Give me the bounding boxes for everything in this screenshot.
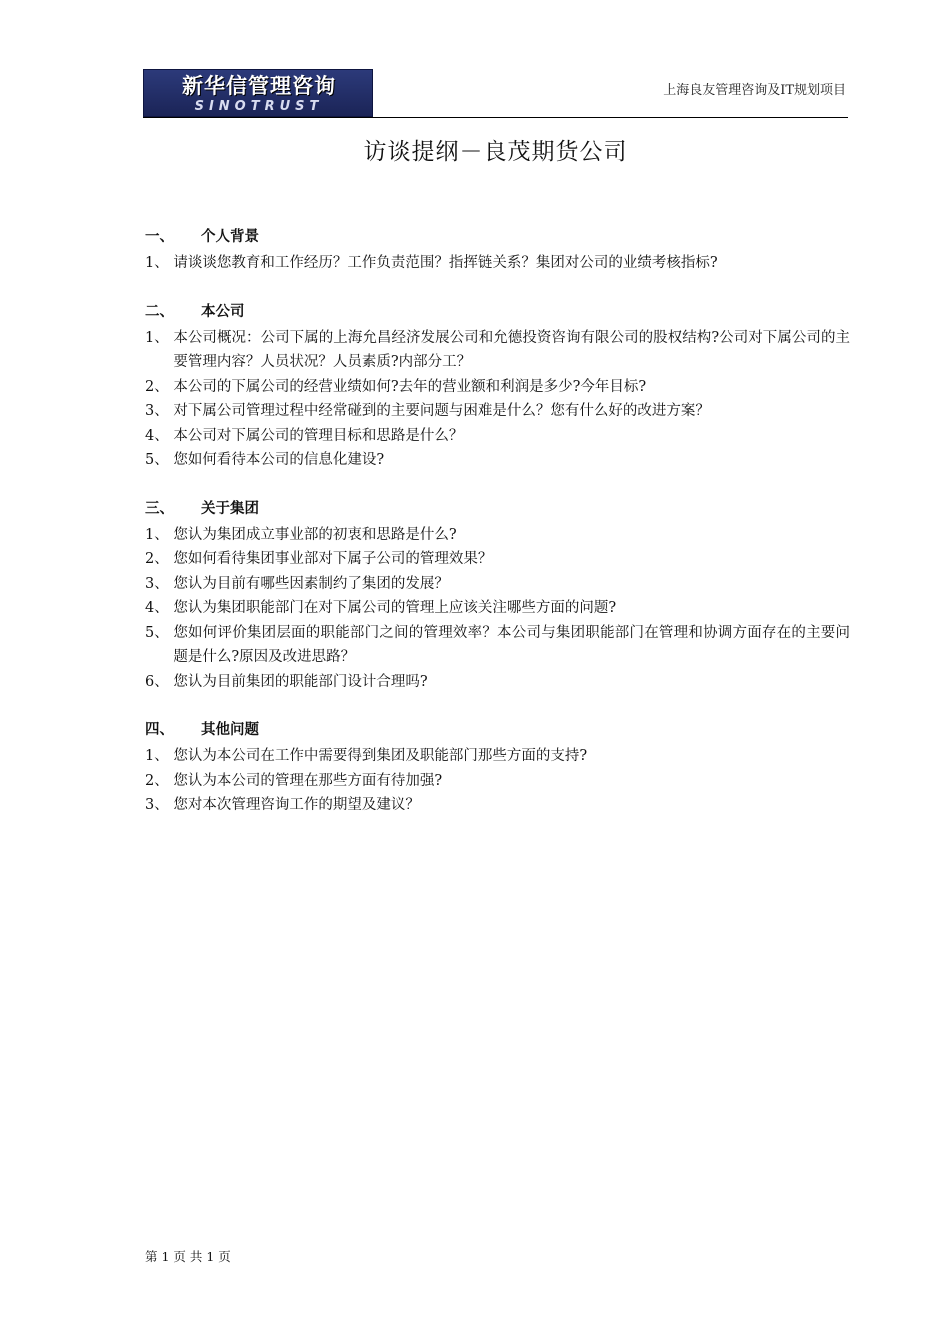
question-item: [145, 326, 850, 375]
section-heading: [145, 499, 850, 520]
section-title: 个人背景: [201, 229, 259, 245]
question-item: [145, 793, 850, 818]
section-personal-background: [145, 227, 850, 276]
question-number: 2、: [145, 378, 174, 395]
question-text: 您认为本公司的管理在那些方面有待加强?: [173, 772, 443, 789]
section-number: 一、: [145, 229, 174, 245]
question-number: 5、: [145, 624, 174, 641]
question-text: 您认为本公司在工作中需要得到集团及职能部门那些方面的支持?: [173, 748, 588, 764]
section-heading: [145, 720, 850, 741]
question-number: 1、: [145, 329, 174, 346]
question-text: 本公司概况：公司下属的上海允昌经济发展公司和允德投资咨询有限公司的股权结构?公司对下属公司的主要管理内容？人员状况？人员素质?内部分工？: [173, 329, 850, 370]
question-item: [145, 375, 850, 400]
section-title: 其他问题: [201, 722, 259, 738]
question-number: 1、: [145, 526, 174, 543]
section-title: 关于集团: [201, 500, 259, 517]
question-item: [145, 670, 850, 695]
question-number: 1、: [145, 748, 174, 764]
question-number: 4、: [145, 600, 174, 616]
question-number: 2、: [145, 772, 174, 789]
section-number: 四、: [145, 722, 174, 738]
question-item: [145, 448, 850, 473]
question-item: [145, 769, 850, 794]
question-text: 本公司的下属公司的经营业绩如何?去年的营业额和利润是多少?今年目标?: [173, 378, 647, 395]
section-number: 三、: [145, 500, 174, 517]
section-heading: [145, 302, 850, 323]
section-other-questions: [145, 720, 850, 818]
question-text: 您认为目前有哪些因素制约了集团的发展？: [173, 575, 449, 592]
question-text: 您如何看待集团事业部对下属子公司的管理效果？: [173, 551, 493, 567]
section-heading: [145, 227, 850, 248]
document-title: 访谈提纲－良茂期货公司: [363, 139, 628, 165]
question-item: [145, 572, 850, 597]
question-number: 4、: [145, 427, 174, 444]
logo-chinese-text: 新华信管理咨询: [182, 74, 336, 98]
question-item: [145, 621, 850, 670]
question-item: [145, 399, 850, 424]
section-title: 本公司: [201, 303, 245, 320]
question-number: 2、: [145, 551, 174, 567]
page-footer: 第 1 页 共 1 页: [145, 1249, 231, 1264]
logo-english-text: SINOTRUST: [194, 99, 324, 114]
question-number: 5、: [145, 452, 174, 468]
question-text: 您对本次管理咨询工作的期望及建议？: [173, 797, 420, 813]
question-item: [145, 424, 850, 449]
header-project-name: 上海良友管理咨询及IT规划项目: [663, 83, 846, 98]
question-number: 1、: [145, 255, 174, 271]
section-this-company: [145, 302, 850, 473]
question-item: [145, 523, 850, 548]
question-text: 您如何看待本公司的信息化建设?: [173, 452, 385, 468]
question-number: 3、: [145, 797, 174, 813]
section-number: 二、: [145, 303, 174, 320]
question-item: [145, 547, 850, 572]
question-text: 请谈谈您教育和工作经历？工作负责范围？指挥链关系？集团对公司的业绩考核指标?: [173, 255, 718, 271]
question-text: 本公司对下属公司的管理目标和思路是什么？: [173, 427, 464, 444]
question-text: 您认为目前集团的职能部门设计合理吗?: [173, 673, 428, 690]
question-number: 3、: [145, 575, 174, 592]
question-item: [145, 744, 850, 769]
question-number: 3、: [145, 403, 174, 419]
question-text: 您如何评价集团层面的职能部门之间的管理效率？本公司与集团职能部门在管理和协调方面存在的主要问题是什么?原因及改进思路？: [173, 624, 850, 665]
outline-content: [145, 227, 850, 844]
section-about-group: [145, 499, 850, 695]
question-text: 您认为集团成立事业部的初衷和思路是什么?: [173, 526, 457, 543]
question-text: 您认为集团职能部门在对下属公司的管理上应该关注哪些方面的问题?: [173, 600, 617, 616]
question-text: 对下属公司管理过程中经常碰到的主要问题与困难是什么？您有什么好的改进方案？: [173, 403, 710, 419]
sinotrust-logo: [143, 69, 373, 117]
question-number: 6、: [145, 673, 174, 690]
question-item: [145, 251, 850, 276]
header-divider: [143, 117, 848, 118]
question-item: [145, 596, 850, 621]
